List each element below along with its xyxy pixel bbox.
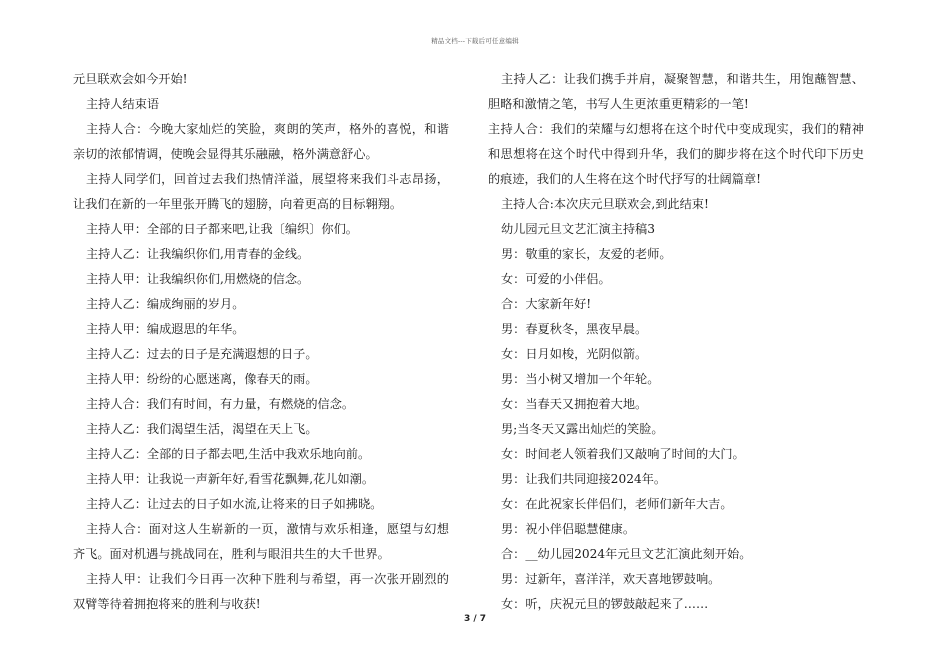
paragraph: 主持人乙：编成绚丽的岁月。 <box>86 297 245 311</box>
paragraph: 主持人甲：让我们今日再一次种下胜利与希望，再一次张开剧烈的双臂等待着拥抱将来的胜利与收获! <box>73 572 449 611</box>
paragraph: 女：日月如梭，光阴似箭。 <box>501 347 648 361</box>
right-column <box>488 67 864 617</box>
paragraph: 男;当冬天又露出灿烂的笑脸。 <box>501 422 664 436</box>
left-column <box>73 67 449 617</box>
paragraph: 主持人乙：过去的日子是充满遐想的日子。 <box>86 347 318 361</box>
paragraph: 男：祝小伴侣聪慧健康。 <box>501 522 636 536</box>
section-title: 幼儿园元旦文艺汇演主持稿3 <box>501 222 656 236</box>
paragraph: 女：在此祝家长伴侣们，老师们新年大吉。 <box>501 497 733 511</box>
paragraph: 主持人甲：纷纷的心愿迷离，像春天的雨。 <box>86 372 318 386</box>
paragraph: 主持人乙：让我编织你们,用青春的金线。 <box>86 247 310 261</box>
paragraph: 男：春夏秋冬，黑夜早晨。 <box>501 322 648 336</box>
paragraph: 女：可爱的小伴侣。 <box>501 272 611 286</box>
paragraph: 主持人甲：全部的日子都来吧,让我〔编织〕你们。 <box>86 222 358 236</box>
paragraph: 主持人合：今晚大家灿烂的笑脸，爽朗的笑声，格外的喜悦，和谐亲切的浓郁情调，使晚会显得其乐融融，格外满意舒心。 <box>73 122 449 161</box>
paragraph: 主持人甲：让我说一声新年好,看雪花飘舞,花儿如潮。 <box>86 472 375 486</box>
paragraph: 女：时间老人领着我们又敲响了时间的大门。 <box>501 447 745 461</box>
paragraph: 男：让我们共同迎接2024年。 <box>501 472 667 486</box>
paragraph: 主持人合：面对这人生崭新的一页，激情与欢乐相逢，愿望与幻想齐飞。面对机遇与挑战同在，胜利与眼泪共生的大千世界。 <box>73 522 449 561</box>
paragraph: 女：当春天又拥抱着大地。 <box>501 397 648 411</box>
paragraph: 主持人乙：让我们携手并肩，凝聚智慧，和谐共生，用饱蘸智慧、胆略和激情之笔，书写人生更浓重更精彩的一笔! <box>488 72 864 111</box>
paragraph: 主持人甲：编成遐思的年华。 <box>86 322 245 336</box>
paragraph: 元旦联欢会如今开始! <box>73 72 188 86</box>
paragraph: 主持人乙：我们渴望生活，渴望在天上飞。 <box>86 422 318 436</box>
paragraph: 主持人乙：让过去的日子如水流,让将来的日子如拂晓。 <box>86 497 383 511</box>
paragraph: 合：__幼儿园2024年元旦文艺汇演此刻开始。 <box>501 547 752 561</box>
paragraph: 主持人同学们，回首过去我们热情洋溢，展望将来我们斗志昂扬，让我们在新的一年里张开腾飞的翅膀，向着更高的目标翱翔。 <box>73 172 449 211</box>
paragraph: 男：敬重的家长，友爱的老师。 <box>501 247 672 261</box>
paragraph: 主持人合：我们的荣耀与幻想将在这个时代中变成现实，我们的精神和思想将在这个时代中得到升华，我们的脚步将在这个时代印下历史的痕迹，我们的人生将在这个时代抒写的壮阔篇章! <box>488 122 864 186</box>
paragraph: 主持人合：我们有时间，有力量，有燃烧的信念。 <box>86 397 355 411</box>
paragraph: 女：听，庆祝元旦的锣鼓敲起来了…… <box>501 597 709 611</box>
paragraph: 主持人合:本次庆元旦联欢会,到此结束! <box>501 197 709 211</box>
paragraph: 主持人甲：让我编织你们,用燃烧的信念。 <box>86 272 310 286</box>
page-header: 精品文档---下载后可任意编辑 <box>431 37 519 45</box>
paragraph: 主持人结束语 <box>86 97 160 111</box>
paragraph: 合：大家新年好! <box>501 297 592 311</box>
paragraph: 主持人乙：全部的日子都去吧,生活中我欢乐地向前。 <box>86 447 371 461</box>
paragraph: 男：过新年，喜洋洋，欢天喜地锣鼓响。 <box>501 572 721 586</box>
paragraph: 男：当小树又增加一个年轮。 <box>501 372 660 386</box>
page-number: 3 / 7 <box>463 614 487 624</box>
